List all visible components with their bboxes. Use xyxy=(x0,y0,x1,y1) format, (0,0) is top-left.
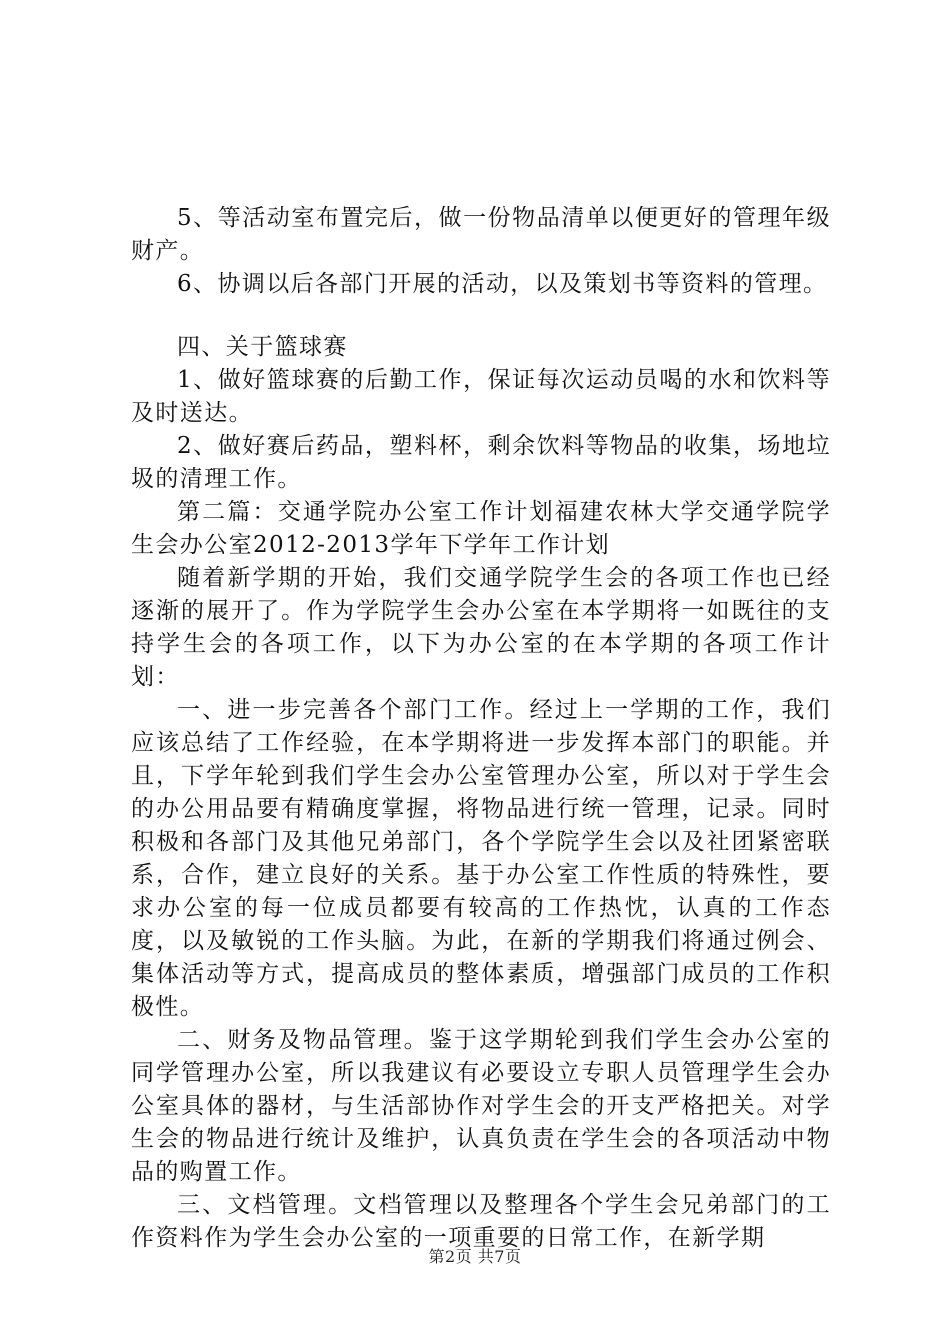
paragraph-gap xyxy=(131,301,831,331)
paragraph-basketball-1: 1、做好篮球赛的后勤工作，保证每次运动员喝的水和饮料等及时送达。 xyxy=(131,367,831,426)
section-heading-basketball: 四、关于篮球赛 xyxy=(177,334,348,360)
paragraph-item-5: 5、等活动室布置完后，做一份物品清单以便更好的管理年级财产。 xyxy=(131,205,831,264)
paragraph-basketball-2: 2、做好赛后药品，塑料杯，剩余饮料等物品的收集，场地垃圾的清理工作。 xyxy=(131,433,831,492)
part-two-title: 第二篇：交通学院办公室工作计划福建农林大学交通学院学生会办公室2012-2013学年下学年工作计划 xyxy=(131,499,831,558)
page-number-footer: 第2页 共7页 xyxy=(428,1247,522,1266)
paragraph-item-6: 6、协调以后各部门开展的活动，以及策划书等资料的管理。 xyxy=(177,271,828,297)
paragraph-intro: 随着新学期的开始，我们交通学院学生会的各项工作也已经逐渐的展开了。作为学院学生会办公室在本学期将一如既往的支持学生会的各项工作，以下为办公室的在本学期的各项工作计划： xyxy=(131,565,831,690)
paragraph-section-3: 三、文档管理。文档管理以及整理各个学生会兄弟部门的工作资料作为学生会办公室的一项重要的日常工作，在新学期 xyxy=(131,1192,831,1251)
document-body xyxy=(131,202,831,1255)
paragraph-section-2: 二、财务及物品管理。鉴于这学期轮到我们学生会办公室的同学管理办公室，所以我建议有必要设立专职人员管理学生会办公室具体的器材，与生活部协作对学生会的开支严格把关。对学生会的物品进行统计及维护，认真负责在学生会的各项活动中物品的购置工作。 xyxy=(131,1027,831,1185)
paragraph-section-1: 一、进一步完善各个部门工作。经过上一学期的工作，我们应该总结了工作经验，在本学期将进一步发挥本部门的职能。并且，下学年轮到我们学生会办公室管理办公室，所以对于学生会的办公用品要有精确度掌握，将物品进行统一管理，记录。同时积极和各部门及其他兄弟部门，各个学院学生会以及社团紧密联系，合作，建立良好的关系。基于办公室工作性质的特殊性，要求办公室的每一位成员都要有较高的工作热忱，认真的工作态度，以及敏锐的工作头脑。为此，在新的学期我们将通过例会、集体活动等方式，提高成员的整体素质，增强部门成员的工作积极性。 xyxy=(131,697,831,1020)
